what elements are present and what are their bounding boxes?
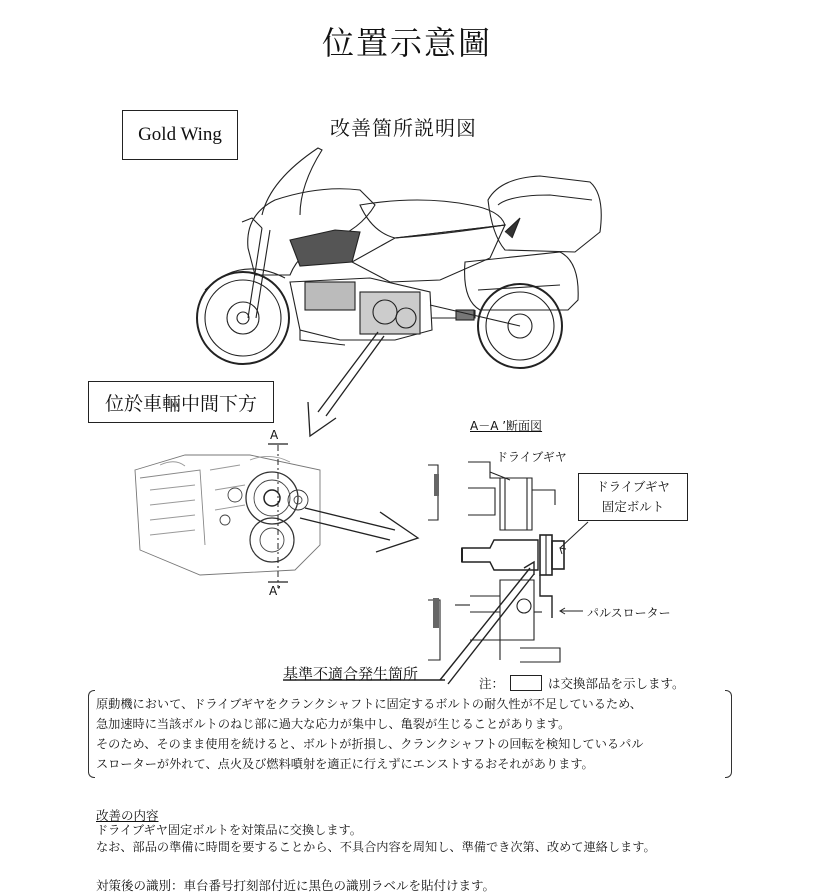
note-prefix: 注： (479, 676, 505, 691)
section-view (428, 462, 564, 662)
model-label: Gold Wing (122, 110, 238, 160)
improvement-heading: 改善の内容 (96, 808, 159, 823)
note-swatch-box (510, 675, 542, 691)
motorcycle-illustration (197, 148, 601, 368)
pointer-arrow-engine (308, 332, 384, 436)
section-label-a-prime: A’ (269, 584, 282, 598)
description-line: 原動機において、ドライブギヤをクランクシャフトに固定するボルトの耐久性が不足しているため、 (96, 697, 642, 711)
section-title: A－A ’断面図 (470, 419, 543, 433)
description-line: そのため、そのまま使用を続けると、ボルトが折損し、クランクシャフトの回転を検知しているパル (96, 737, 644, 751)
defect-label: 基準不適合発生箇所 (283, 665, 419, 683)
identification-text: 対策後の識別：車台番号打刻部付近に黒色の識別ラベルを貼付けます。 (96, 878, 496, 893)
engine-detail-view (135, 455, 320, 575)
pointer-arrow-section (300, 508, 418, 552)
section-label-a: A (270, 428, 279, 442)
description-box (88, 690, 732, 778)
pulse-rotor-label: パルスローター (587, 606, 671, 620)
improvement-body (96, 822, 656, 856)
leader-bolt (560, 522, 588, 548)
improvement-line: ドライブギヤ固定ボルトを対策品に交換します。 (96, 823, 362, 837)
page-title: 位置示意圖 (321, 24, 492, 62)
location-label: 位於車輛中間下方 (88, 381, 274, 423)
bolt-callout-line-2: 固定ボルト (601, 499, 665, 514)
improvement-line: なお、部品の準備に時間を要することから、不具合内容を周知し、準備でき次第、改めて連絡します。 (96, 840, 656, 854)
bolt-callout (578, 473, 688, 521)
note-suffix: は交換部品を示します。 (548, 676, 685, 691)
diagram-subtitle: 改善箇所説明図 (330, 116, 477, 140)
drive-gear-label: ドライブギヤ (496, 450, 567, 464)
description-line: 急加速時に当該ボルトのねじ部に過大な応力が集中し、亀裂が生じることがあります。 (96, 717, 571, 731)
description-line: スローターが外れて、点火及び燃料噴射を適正に行えずにエンストするおそれがあります。 (96, 757, 594, 771)
bolt-callout-line-1: ドライブギヤ (596, 479, 670, 494)
